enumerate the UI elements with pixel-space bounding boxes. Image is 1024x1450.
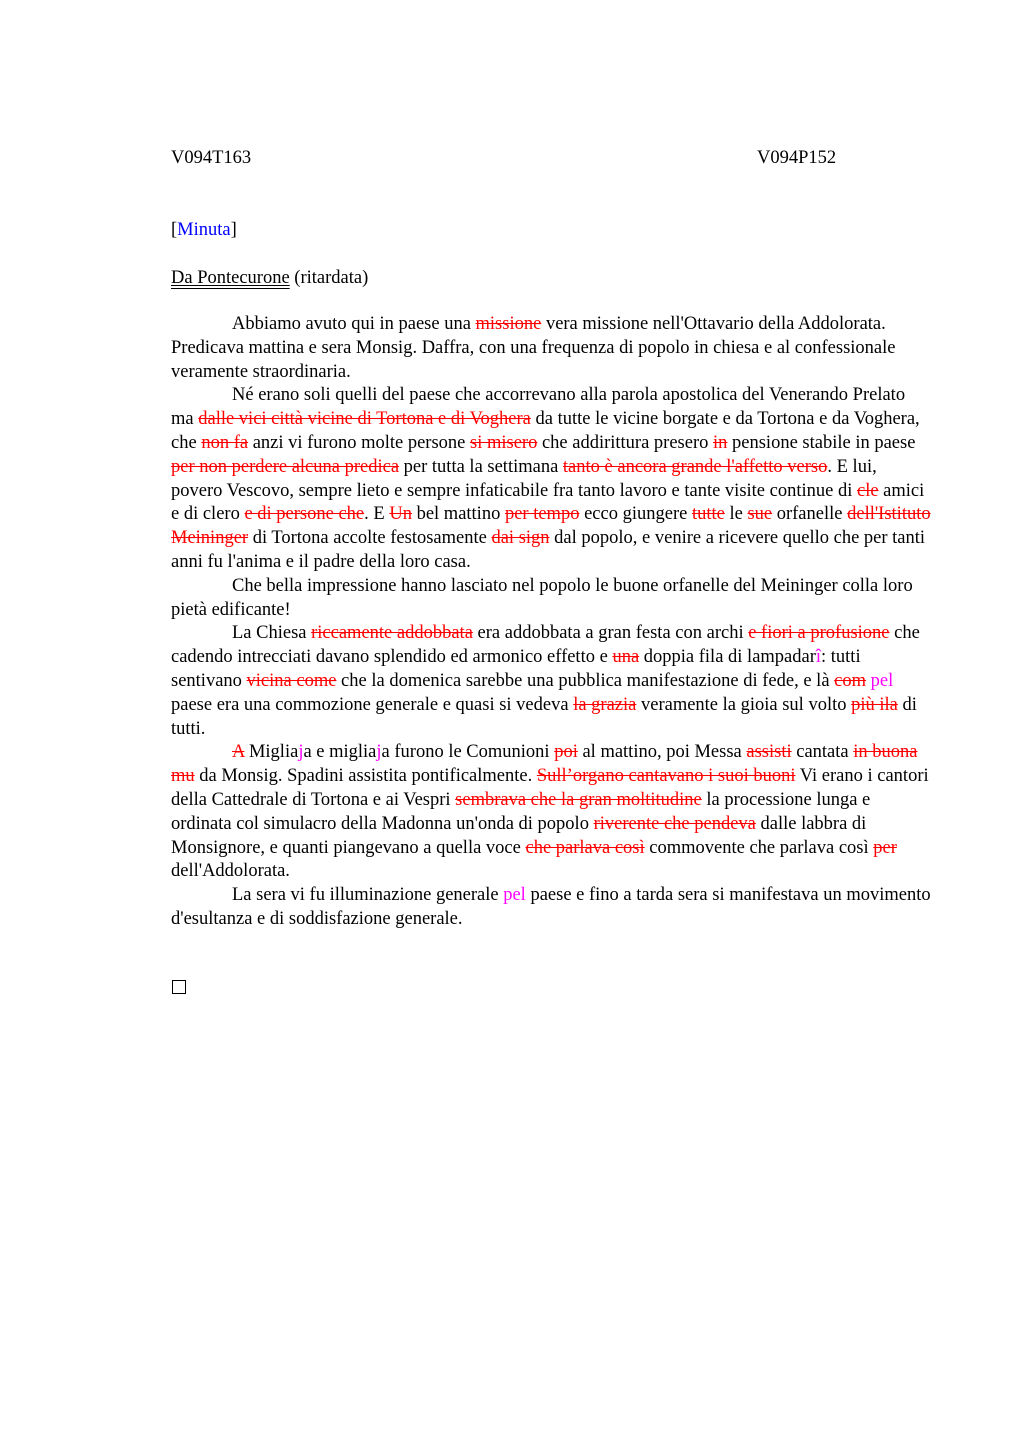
- text-run: per tutta la settimana: [399, 456, 563, 477]
- inserted-text: j: [298, 742, 304, 763]
- text-run: che addirittura presero: [537, 432, 713, 453]
- deleted-text: la grazia: [573, 694, 637, 715]
- deleted-text: poi: [554, 742, 578, 763]
- text-run: la processione lunga e ordinata col simulacro della Madonna un'onda di popolo: [171, 789, 871, 834]
- text-run: . E lui, povero Vescovo, sempre lieto e sempre infaticabile fra tanto lavoro e tante visite continue di: [171, 456, 877, 501]
- deleted-text: assisti: [746, 742, 792, 763]
- deleted-text: si misero: [470, 432, 538, 453]
- minuta-text: Minuta: [177, 220, 231, 240]
- text-run: La Chiesa: [232, 623, 312, 644]
- text-run: anzi vi furono molte persone: [248, 432, 470, 453]
- text-run: di tutti.: [171, 694, 917, 739]
- text-run: cantata: [791, 742, 854, 763]
- deleted-text: dalle vici città vicine di Tortona e di Voghera: [198, 409, 531, 430]
- text-run: dell'Addolorata.: [171, 861, 290, 882]
- inserted-text: pel: [870, 670, 894, 691]
- deleted-text: com: [834, 670, 867, 691]
- end-marker-square-icon: [172, 980, 186, 994]
- bracket-open: [: [171, 220, 178, 240]
- deleted-text: in: [713, 432, 728, 453]
- deleted-text: riccamente addobbata: [311, 623, 473, 644]
- deleted-text: missione: [475, 314, 542, 334]
- inserted-text: î: [815, 647, 822, 668]
- deleted-text: Sull’organo cantavano i suoi buoni: [536, 766, 796, 787]
- text-run: amici e di clero: [171, 480, 925, 525]
- paragraph: [171, 384, 931, 574]
- deleted-text: e fiori a profusione: [748, 623, 890, 644]
- article-place: Da Pontecurone: [171, 268, 290, 288]
- text-run: le: [724, 504, 748, 525]
- paragraph: [171, 622, 931, 741]
- text-run: Miglia: [244, 742, 299, 763]
- text-run: vera missione nell'Ottavario della Addolorata. Predicava mattina e sera Monsig. Daffra, con una frequenza di popolo in chiesa e al confessionale veramente straordinaria.: [171, 314, 896, 382]
- minuta-label: [171, 219, 237, 241]
- bracket-close: ]: [230, 220, 237, 240]
- deleted-text: in buona mu: [171, 742, 918, 787]
- deleted-text: dai sign: [491, 528, 550, 549]
- text-run: Vi erano i cantori della Cattedrale di Tortona e ai Vespri: [171, 766, 929, 810]
- deleted-text: vicina come: [246, 670, 337, 691]
- deleted-text: più ila: [851, 694, 898, 715]
- paragraph: [171, 313, 931, 384]
- deleted-text: tutte: [691, 504, 725, 525]
- document-code-left: V094T163: [171, 148, 252, 168]
- text-run: Che bella impressione hanno lasciato nel popolo le buone orfanelle del Meininger colla loro pietà edificante!: [171, 575, 913, 620]
- text-run: paese era una commozione generale e quasi si vedeva: [171, 694, 574, 715]
- deleted-text: Un: [389, 504, 412, 525]
- deleted-text: tanto è ancora grande l'affetto verso: [562, 456, 828, 477]
- deleted-text: sembrava che la gran moltitudine: [455, 789, 702, 810]
- inserted-text: j: [376, 742, 382, 763]
- deleted-text: e di persone che: [244, 504, 365, 525]
- text-run: Abbiamo avuto qui in paese una: [232, 314, 476, 334]
- text-run: orfanelle: [772, 504, 848, 525]
- text-run: paese e fino a tarda sera si manifestava un movimento d'esultanza e di soddisfazione generale.: [171, 885, 931, 929]
- text-run: dalle labbra di Monsignore, e quanti piangevano a quella voce: [171, 813, 867, 858]
- article-note: (ritardata): [289, 268, 369, 288]
- text-run: era addobbata a gran festa con archi: [472, 623, 749, 644]
- text-run: . E: [364, 504, 390, 525]
- text-run: Né erano soli quelli del paese che accorrevano alla parola apostolica del Venerando Prelato ma: [171, 385, 906, 430]
- paragraph: [171, 741, 931, 884]
- text-run: al mattino, poi Messa: [577, 742, 747, 763]
- deleted-text: A: [232, 742, 245, 763]
- text-run: La sera vi fu illuminazione generale: [232, 885, 504, 906]
- paragraph: [171, 575, 931, 623]
- text-run: doppia fila di lampadar: [639, 647, 816, 668]
- text-run: pensione stabile in paese: [727, 432, 916, 453]
- deleted-text: dell'Istituto Meininger: [171, 504, 931, 549]
- text-run: di Tortona accolte festosamente: [248, 528, 492, 549]
- deleted-text: per non perdere alcuna predica: [171, 456, 400, 477]
- text-run: che cadendo intrecciati davano splendido ed armonico effetto e: [171, 623, 920, 668]
- inserted-text: pel: [503, 885, 526, 906]
- deleted-text: per tempo: [504, 504, 580, 525]
- article-body: [171, 313, 931, 932]
- text-run: da Monsig. Spadini assistita pontificalmente.: [194, 766, 537, 787]
- paragraph: [171, 884, 931, 932]
- deleted-text: riverente che pendeva: [593, 813, 756, 834]
- document-code-right: V094P152: [757, 148, 837, 168]
- deleted-text: che parlava così: [525, 837, 645, 858]
- deleted-text: non fa: [201, 432, 249, 453]
- text-run: : tutti sentivano: [171, 647, 861, 691]
- article-title: [171, 267, 368, 289]
- text-run: da tutte le vicine borgate e da Tortona e da Voghera, che: [171, 409, 920, 453]
- text-run: a furono le Comunioni: [381, 742, 555, 763]
- text-run: veramente la gioia sul volto: [636, 694, 852, 715]
- text-run: commovente che parlava così: [644, 837, 874, 858]
- text-run: bel mattino: [411, 504, 505, 525]
- text-run: dal popolo, e venire a ricevere quello che per tanti anni fu l'anima e il padre della loro casa.: [171, 528, 926, 572]
- text-run: che la domenica sarebbe una pubblica manifestazione di fede, e là: [336, 670, 835, 691]
- deleted-text: sue: [747, 504, 773, 525]
- deleted-text: per: [873, 837, 897, 858]
- deleted-text: una: [612, 647, 640, 668]
- text-run: ecco giungere: [579, 504, 692, 525]
- text-run: a e miglia: [303, 742, 377, 763]
- deleted-text: cle: [856, 480, 879, 501]
